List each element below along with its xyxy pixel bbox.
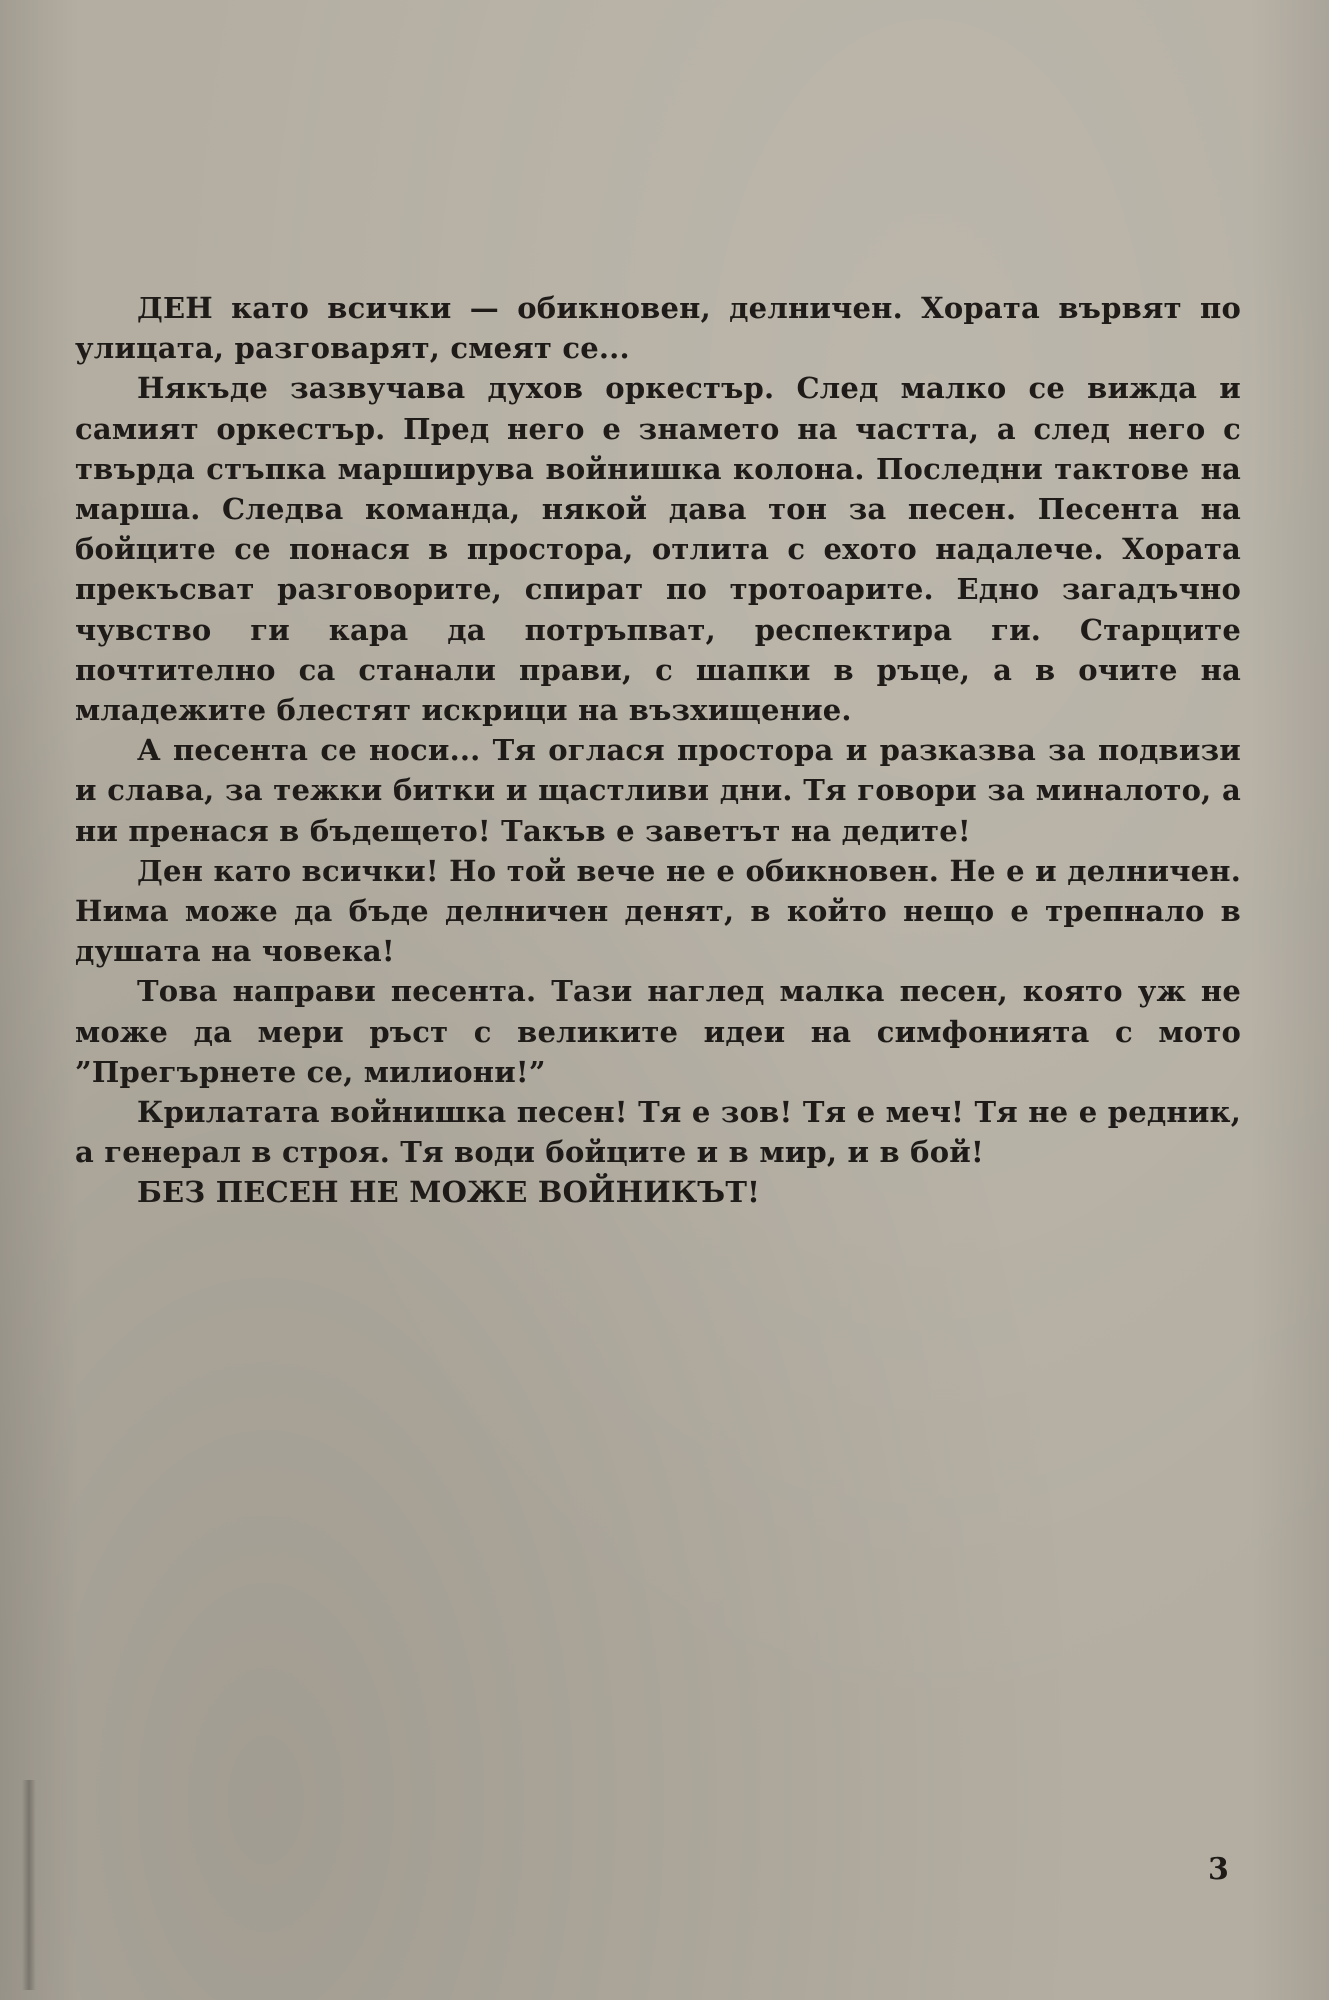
paragraph-3: А песента се носи... Тя оглася простора и разказва за подвизи и слава, за тежки битки и щастливи дни. Тя говори за миналото, а ни пренася в бъдещето! Такъв е заветът на дедите!: [75, 733, 1241, 848]
paragraph-7: БЕЗ ПЕСЕН НЕ МОЖЕ ВОЙНИКЪТ!: [137, 1175, 761, 1210]
binding-edge-shadow: [22, 1780, 36, 1990]
paragraph-2: Някъде зазвучава духов оркестър. След малко се вижда и самият оркестър. Пред него е знамето на частта, а след него с твърда стъпка марширува войнишка колона. Последни тактове на марша. Следва команда, някой дава тон за песен. Песента на бойците се понася в простора, отлита с ехото надалече. Хората прекъсват разговорите, спират по тротоарите. Едно загадъчно чувство ги кара да потръпват, респектира ги. Старците почтително са станали прави, с шапки в ръце, а в очите на младежите блестят искрици на възхищение.: [75, 371, 1241, 728]
paragraph-5: Това направи песента. Тази наглед малка песен, която уж не може да мери ръст с великите идеи на симфонията с мото ”Прегърнете се, милиони!”: [75, 974, 1241, 1089]
paragraph-6: Крилатата войнишка песен! Тя е зов! Тя е меч! Тя не е редник, а генерал в строя. Тя води бойците и в мир, и в бой!: [75, 1095, 1241, 1170]
body-text: [75, 288, 1241, 1213]
paragraph-1: ДЕН като всички — обикновен, делничен. Хората вървят по улицата, разговарят, смеят се...: [75, 291, 1241, 366]
paragraph-4: Ден като всички! Но той вече не е обикновен. Не е и делничен. Нима може да бъде делничен денят, в който нещо е трепнало в душата на човека!: [75, 853, 1241, 969]
page-number: 3: [1208, 1852, 1229, 1887]
